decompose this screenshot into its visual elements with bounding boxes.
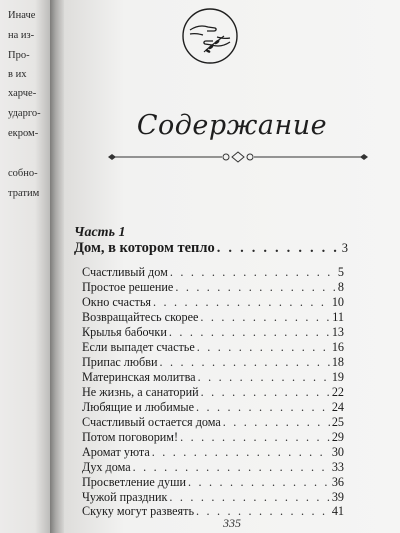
entry-title: Чужой праздник [82,490,168,504]
left-page-edge [0,0,50,533]
toc-entry [82,460,344,475]
dot-leader [196,400,330,415]
toc-entry [82,475,344,490]
entry-title: Счастливый остается дома [82,415,221,429]
dot-leader [169,490,329,505]
ornament-divider [108,150,368,164]
entry-page: 18 [331,355,344,369]
dot-leader [152,445,330,460]
left-page-text: Про- [8,50,30,61]
left-page-text: в их [8,69,27,80]
entry-page: 8 [337,280,344,294]
entry-title: Крылья бабочки [82,325,167,339]
left-page-text: харче- [8,88,37,99]
page-title: Содержание [136,110,328,141]
dot-leader [153,295,330,310]
entry-title: Окно счастья [82,295,151,309]
entry-page: 36 [331,475,344,489]
dot-leader [197,340,330,355]
toc-entry [82,325,344,340]
dot-leader [170,265,336,280]
entry-page: 33 [331,460,344,474]
dot-leader [175,280,336,295]
entry-page: 13 [331,325,344,339]
entry-title: Припас любви [82,355,158,369]
dot-leader [200,310,330,325]
entry-title: Скуку могут развеять [82,504,195,518]
left-page-text: тратим [8,188,40,199]
part-title-row [74,240,348,257]
entry-title: Аромат уюта [82,445,150,459]
dot-leader [201,385,330,400]
toc-entry [82,340,344,355]
toc-entry [82,310,344,325]
part-title: Дом, в котором тепло [74,240,215,256]
toc-entry [82,265,344,280]
entry-title: Счастливый дом [82,265,168,279]
entry-page: 29 [331,430,344,444]
entry-page: 19 [331,370,344,384]
dot-leader [188,475,330,490]
entry-page: 41 [331,504,344,518]
left-page-text: екром- [8,128,39,139]
hands-with-branch-icon [180,6,240,66]
entry-title: Материнская молитва [82,370,196,384]
toc-entry [82,280,344,295]
toc-entry [82,370,344,385]
dot-leader [198,370,330,385]
dot-leader [217,240,340,257]
dot-leader [223,415,330,430]
toc-entry [82,400,344,415]
entry-page: 22 [331,385,344,399]
entry-page: 5 [337,265,344,279]
left-page-text: Иначе [8,10,36,21]
entry-page: 10 [331,295,344,309]
entry-title: Возвращайтесь скорее [82,310,199,324]
entry-page: 11 [332,310,344,324]
toc-entry [82,415,344,430]
entry-title: Не жизнь, а санаторий [82,385,199,399]
entry-title: Любящие и любимые [82,400,195,414]
dot-leader [133,460,330,475]
dot-leader [169,325,330,340]
toc-entry [82,385,344,400]
contents-page [64,0,400,533]
left-page-text: на из- [8,30,35,41]
toc-entry [82,295,344,310]
entry-title: Потом поговорим! [82,430,179,444]
toc-entry [82,430,344,445]
dot-leader [180,430,330,445]
entry-page: 24 [331,400,344,414]
toc-entry [82,490,344,505]
entry-title: Дух дома [82,460,131,474]
entry-page: 39 [331,490,344,504]
part-page: 3 [341,241,348,255]
entry-page: 30 [331,445,344,459]
toc-entry [82,445,344,460]
book-gutter [50,0,64,533]
page-number: 335 [223,516,241,530]
toc-entry [82,355,344,370]
left-page-text: ударго- [8,108,41,119]
entry-title: Если выпадет счастье [82,340,195,354]
entry-title: Простое решение [82,280,174,294]
entry-page: 16 [331,340,344,354]
part-label: Часть 1 [74,225,126,240]
entry-page: 25 [331,415,344,429]
left-page-text: собно- [8,168,38,179]
dot-leader [159,355,329,370]
entry-title: Просветление души [82,475,187,489]
